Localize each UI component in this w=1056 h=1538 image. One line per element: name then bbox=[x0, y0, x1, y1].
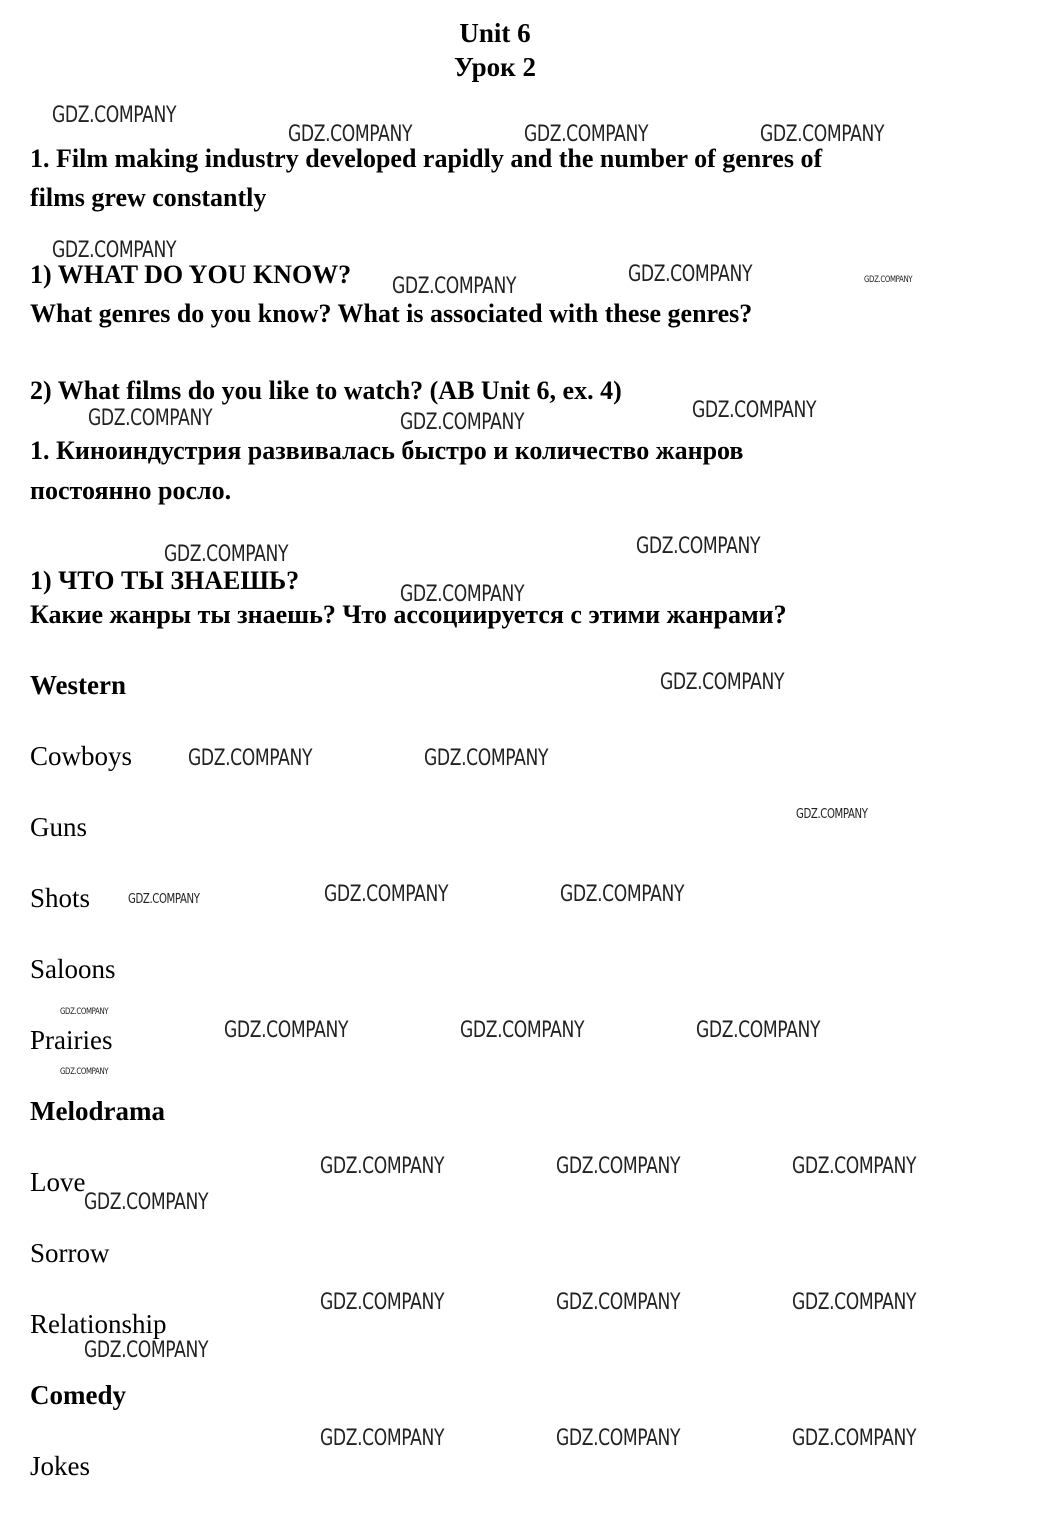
genre-heading-comedy: Comedy bbox=[30, 1380, 126, 1410]
watermark: GDZ.COMPANY bbox=[60, 1067, 109, 1077]
watermark: GDZ.COMPANY bbox=[524, 122, 649, 147]
watermark: GDZ.COMPANY bbox=[560, 882, 685, 907]
watermark: GDZ.COMPANY bbox=[288, 122, 413, 147]
watermark: GDZ.COMPANY bbox=[792, 1426, 917, 1451]
watermark: GDZ.COMPANY bbox=[556, 1290, 681, 1315]
watermark: GDZ.COMPANY bbox=[628, 262, 753, 287]
watermark: GDZ.COMPANY bbox=[84, 1190, 209, 1215]
watermark: GDZ.COMPANY bbox=[320, 1154, 445, 1179]
genre-heading-melodrama: Melodrama bbox=[30, 1096, 165, 1126]
watermark: GDZ.COMPANY bbox=[224, 1018, 349, 1043]
watermark: GDZ.COMPANY bbox=[696, 1018, 821, 1043]
task-title-en-line1: 1. Film making industry developed rapidly and the number of genres of bbox=[30, 144, 823, 173]
watermark: GDZ.COMPANY bbox=[792, 1290, 917, 1315]
lesson-heading: Урок 2 bbox=[454, 52, 536, 82]
genre-item: Guns bbox=[30, 812, 88, 842]
task-title-ru-line2: постоянно росло. bbox=[30, 476, 232, 505]
genre-item: Relationship bbox=[30, 1309, 167, 1339]
genre-item: Cowboys bbox=[30, 741, 133, 771]
watermark: GDZ.COMPANY bbox=[796, 807, 868, 822]
task-title-en-line2: films grew constantly bbox=[30, 183, 267, 212]
watermark: GDZ.COMPANY bbox=[392, 274, 517, 299]
watermark: GDZ.COMPANY bbox=[164, 542, 289, 567]
question2-text-en: 2) What films do you like to watch? (AB Unit 6, ex. 4) bbox=[30, 376, 622, 405]
genre-item: Saloons bbox=[30, 954, 116, 984]
watermark: GDZ.COMPANY bbox=[52, 103, 177, 128]
watermark: GDZ.COMPANY bbox=[320, 1290, 445, 1315]
question1-text-ru: Какие жанры ты знаешь? Что ассоциируется с этими жанрами? bbox=[30, 600, 787, 629]
watermark: GDZ.COMPANY bbox=[188, 746, 313, 771]
genre-item: Jokes bbox=[30, 1451, 90, 1481]
watermark: GDZ.COMPANY bbox=[128, 892, 200, 907]
unit-heading: Unit 6 bbox=[459, 18, 531, 48]
watermark: GDZ.COMPANY bbox=[60, 1007, 109, 1017]
watermark: GDZ.COMPANY bbox=[556, 1426, 681, 1451]
genre-item: Sorrow bbox=[30, 1238, 110, 1268]
watermark: GDZ.COMPANY bbox=[660, 670, 785, 695]
question1-heading-ru: 1) ЧТО ТЫ ЗНАЕШЬ? bbox=[30, 566, 300, 595]
watermark: GDZ.COMPANY bbox=[636, 534, 761, 559]
question1-text-en: What genres do you know? What is associated with these genres? bbox=[30, 299, 753, 328]
genre-item: Love bbox=[30, 1167, 86, 1197]
watermark: GDZ.COMPANY bbox=[52, 238, 177, 263]
watermark: GDZ.COMPANY bbox=[864, 275, 913, 285]
watermark: GDZ.COMPANY bbox=[460, 1018, 585, 1043]
watermark: GDZ.COMPANY bbox=[792, 1154, 917, 1179]
watermark: GDZ.COMPANY bbox=[692, 398, 817, 423]
genre-item: Prairies bbox=[30, 1025, 113, 1055]
genre-item: Shots bbox=[30, 883, 91, 913]
watermark: GDZ.COMPANY bbox=[556, 1154, 681, 1179]
watermark: GDZ.COMPANY bbox=[88, 406, 213, 431]
task-title-ru-line1: 1. Киноиндустрия развивалась быстро и количество жанров bbox=[30, 436, 744, 465]
watermark: GDZ.COMPANY bbox=[400, 582, 525, 607]
watermark: GDZ.COMPANY bbox=[424, 746, 549, 771]
watermark: GDZ.COMPANY bbox=[320, 1426, 445, 1451]
watermark: GDZ.COMPANY bbox=[324, 882, 449, 907]
watermark: GDZ.COMPANY bbox=[84, 1338, 209, 1363]
question1-heading-en: 1) WHAT DO YOU KNOW? bbox=[30, 260, 352, 289]
watermark: GDZ.COMPANY bbox=[760, 122, 885, 147]
watermark: GDZ.COMPANY bbox=[400, 410, 525, 435]
genre-heading-western: Western bbox=[30, 670, 126, 700]
